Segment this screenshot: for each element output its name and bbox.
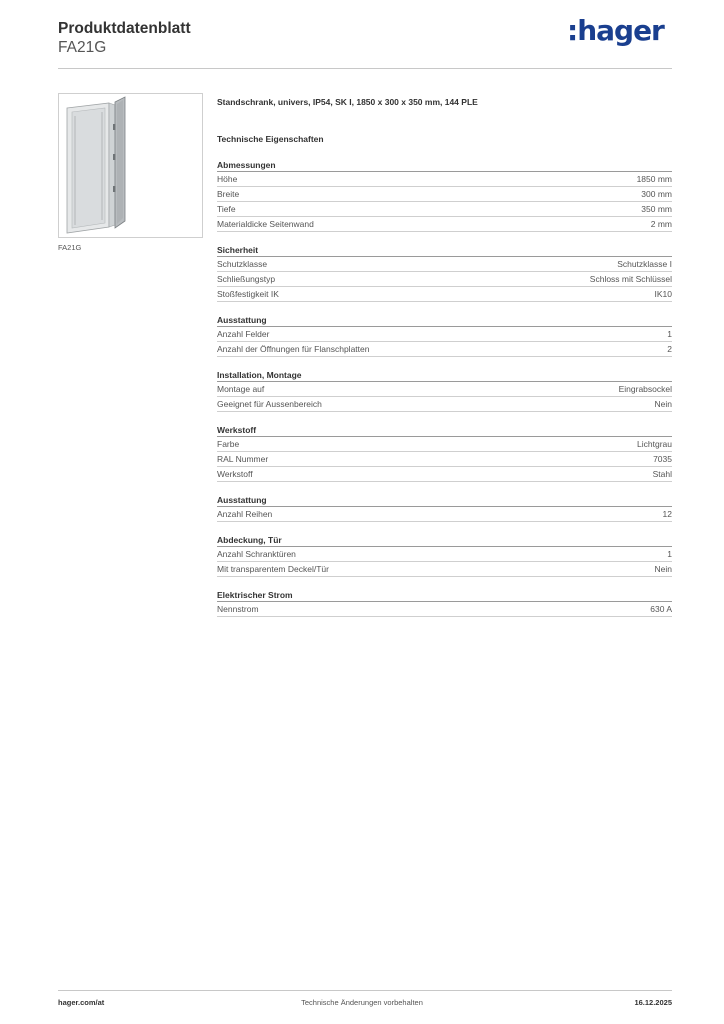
property-row xyxy=(217,382,672,397)
property-row xyxy=(217,507,672,522)
page-title: Produktdatenblatt xyxy=(58,20,191,37)
product-title: Standschrank, univers, IP54, SK I, 1850 x 300 x 350 mm, 144 PLE xyxy=(217,97,478,107)
property-label: Anzahl Felder xyxy=(217,329,270,339)
property-label: Schutzklasse xyxy=(217,259,268,269)
product-details xyxy=(217,97,672,629)
property-value: 12 xyxy=(662,509,672,519)
property-row xyxy=(217,397,672,412)
property-section xyxy=(217,494,672,522)
property-label: Höhe xyxy=(217,174,238,184)
property-value: Lichtgrau xyxy=(637,439,672,449)
property-label: Stoßfestigkeit IK xyxy=(217,289,279,299)
property-row xyxy=(217,287,672,302)
header-divider xyxy=(58,68,672,69)
property-value: 2 mm xyxy=(650,219,672,229)
tech-properties-heading: Technische Eigenschaften xyxy=(217,134,324,144)
property-label: Montage auf xyxy=(217,384,265,394)
cabinet-illustration xyxy=(59,94,202,237)
property-label: Werkstoff xyxy=(217,469,253,479)
property-label: Anzahl der Öffnungen für Flanschplatten xyxy=(217,344,370,354)
property-row xyxy=(217,467,672,482)
property-row xyxy=(217,562,672,577)
property-value: 1850 mm xyxy=(636,174,672,184)
property-section xyxy=(217,534,672,577)
property-value: IK10 xyxy=(654,289,672,299)
property-section xyxy=(217,369,672,412)
property-section xyxy=(217,159,672,232)
property-value: Nein xyxy=(654,564,672,574)
property-row xyxy=(217,437,672,452)
section-title: Ausstattung xyxy=(217,314,672,327)
property-section xyxy=(217,314,672,357)
property-value: 630 A xyxy=(650,604,672,614)
property-value: 1 xyxy=(667,329,672,339)
product-image-caption: FA21G xyxy=(58,243,82,252)
section-title: Abdeckung, Tür xyxy=(217,534,672,547)
property-section xyxy=(217,424,672,482)
property-label: Materialdicke Seitenwand xyxy=(217,219,314,229)
footer-website: hager.com/at xyxy=(58,998,105,1007)
property-label: Farbe xyxy=(217,439,240,449)
section-title: Abmessungen xyxy=(217,159,672,172)
property-label: Schließungstyp xyxy=(217,274,276,284)
property-value: Nein xyxy=(654,399,672,409)
property-label: Mit transparentem Deckel/Tür xyxy=(217,564,329,574)
property-value: Eingrabsockel xyxy=(618,384,672,394)
property-value: 1 xyxy=(667,549,672,559)
property-row xyxy=(217,602,672,617)
property-label: Breite xyxy=(217,189,240,199)
property-row xyxy=(217,547,672,562)
property-label: Anzahl Schranktüren xyxy=(217,549,296,559)
property-row xyxy=(217,202,672,217)
product-code: FA21G xyxy=(58,39,107,56)
property-row xyxy=(217,272,672,287)
property-value: 300 mm xyxy=(641,189,672,199)
footer-disclaimer: Technische Änderungen vorbehalten xyxy=(301,998,423,1007)
property-label: Nennstrom xyxy=(217,604,259,614)
property-section xyxy=(217,244,672,302)
section-title: Sicherheit xyxy=(217,244,672,257)
property-label: Anzahl Reihen xyxy=(217,509,273,519)
property-value: 7035 xyxy=(653,454,672,464)
hager-logo: :hager xyxy=(567,14,664,47)
footer-date: 16.12.2025 xyxy=(634,998,672,1007)
properties-list xyxy=(217,159,672,617)
property-label: RAL Nummer xyxy=(217,454,269,464)
property-row xyxy=(217,342,672,357)
footer-divider xyxy=(58,990,672,991)
product-image xyxy=(58,93,203,238)
property-row xyxy=(217,257,672,272)
property-row xyxy=(217,187,672,202)
property-row xyxy=(217,452,672,467)
property-label: Geeignet für Aussenbereich xyxy=(217,399,322,409)
section-title: Installation, Montage xyxy=(217,369,672,382)
property-value: Stahl xyxy=(652,469,672,479)
property-row xyxy=(217,327,672,342)
property-value: Schloss mit Schlüssel xyxy=(589,274,672,284)
section-title: Elektrischer Strom xyxy=(217,589,672,602)
section-title: Ausstattung xyxy=(217,494,672,507)
property-section xyxy=(217,589,672,617)
section-title: Werkstoff xyxy=(217,424,672,437)
property-value: Schutzklasse I xyxy=(617,259,672,269)
property-value: 2 xyxy=(667,344,672,354)
property-value: 350 mm xyxy=(641,204,672,214)
property-row xyxy=(217,172,672,187)
property-label: Tiefe xyxy=(217,204,236,214)
property-row xyxy=(217,217,672,232)
